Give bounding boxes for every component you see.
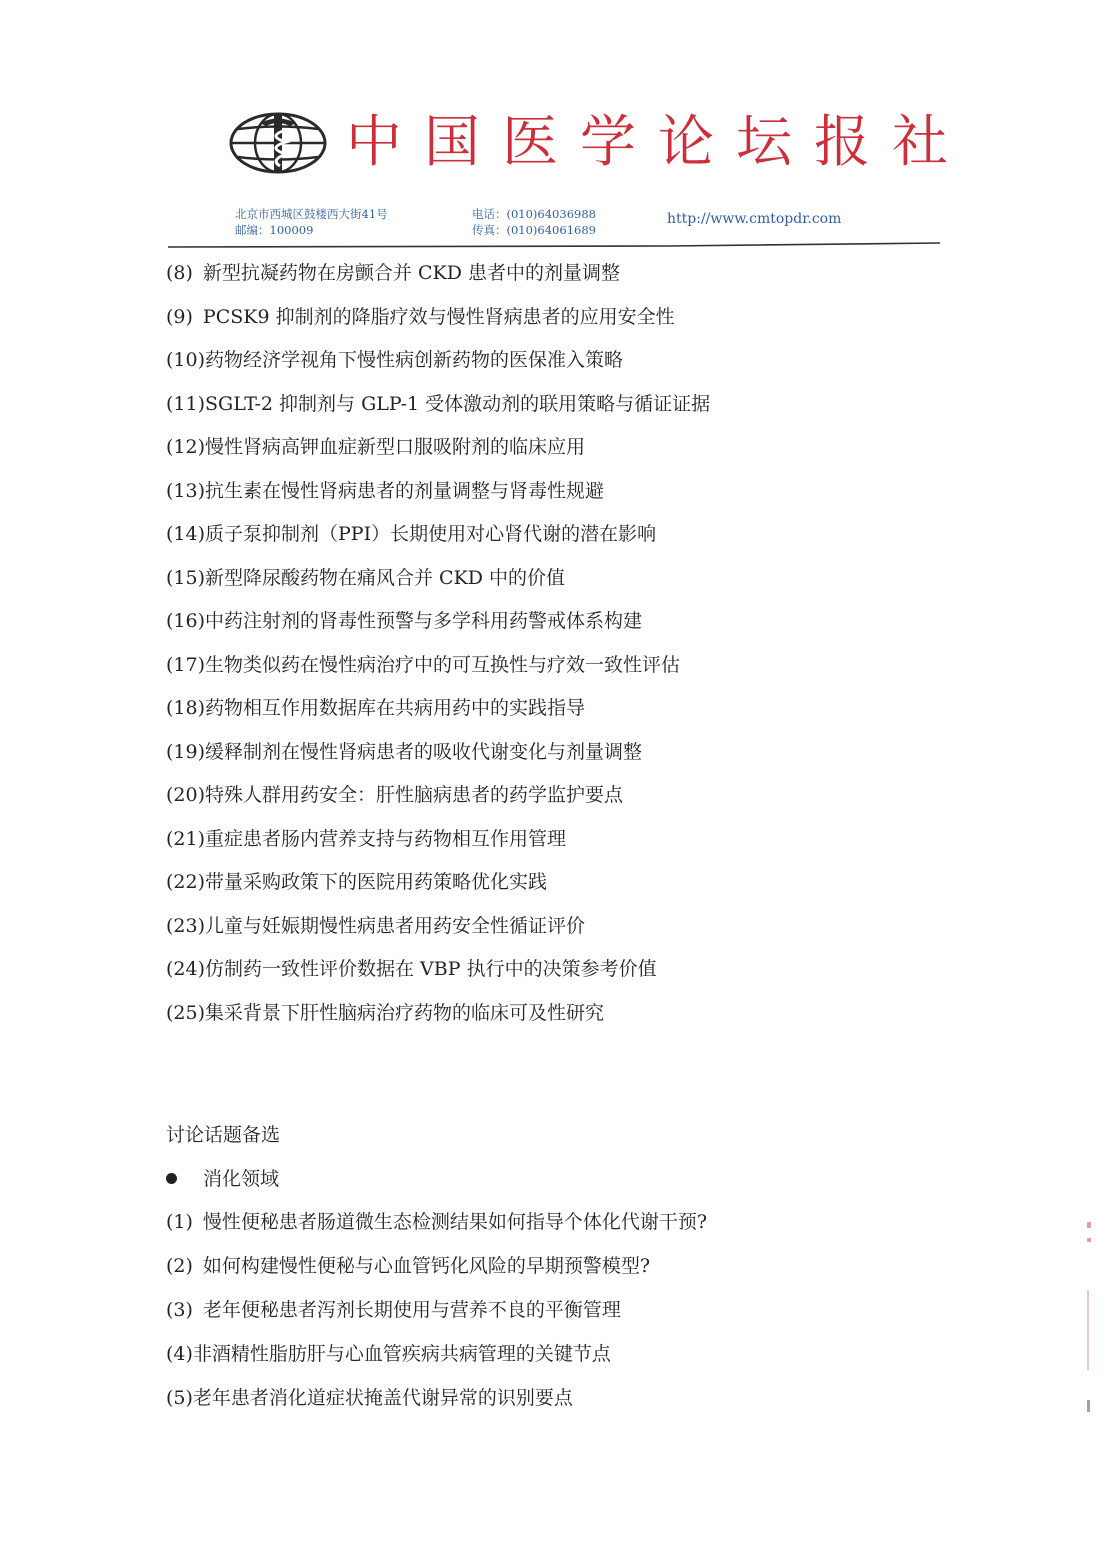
list-item: [166, 383, 926, 427]
fax: 传真：(010)64061689: [472, 223, 596, 237]
scan-mark: [1087, 1290, 1089, 1370]
item-number: (13): [166, 479, 206, 502]
list-item: [166, 992, 926, 1036]
list-item: [166, 470, 926, 514]
item-text: 生物类似药在慢性病治疗中的可互换性与疗效一致性评估: [205, 653, 681, 676]
phone: 电话：(010)64036988: [472, 207, 596, 221]
list-item: [166, 731, 926, 775]
list-item: [166, 774, 926, 818]
list-item: [166, 1244, 926, 1288]
item-text: 慢性肾病高钾血症新型口服吸附剂的临床应用: [205, 436, 586, 458]
address: 北京市西城区鼓楼西大街41号: [235, 207, 388, 221]
item-number: (14): [166, 523, 206, 545]
item-number: (25): [166, 1001, 206, 1024]
item-text: SGLT-2 抑制剂与 GLP-1 受体激动剂的联用策略与循证证据: [205, 392, 711, 415]
website-link[interactable]: http://www.cmtopdr.com: [667, 211, 842, 227]
list-item: [166, 1200, 926, 1244]
item-text: 仿制药一致性评价数据在 VBP 执行中的决策参考价值: [205, 958, 657, 980]
item-text: 如何构建慢性便秘与心血管钙化风险的早期预警模型?: [202, 1255, 651, 1277]
list-item: [166, 252, 926, 296]
item-number: (11): [166, 392, 206, 415]
list-item: [166, 513, 926, 557]
item-text: 带量采购政策下的医院用药策略优化实践: [205, 871, 548, 893]
item-text: 抗生素在慢性肾病患者的剂量调整与肾毒性规避: [205, 479, 605, 502]
field-label: 消化领域: [203, 1168, 280, 1190]
item-number: (5): [166, 1387, 193, 1409]
item-number: (1): [166, 1211, 193, 1233]
discussion-list: [166, 1200, 926, 1420]
item-number: (17): [166, 653, 206, 676]
scan-mark: [1087, 1400, 1090, 1412]
list-item: [166, 1288, 926, 1332]
postcode: 邮编：100009: [235, 223, 314, 237]
scan-mark: [1087, 1238, 1091, 1242]
list-item: [166, 818, 926, 862]
item-text: 老年便秘患者泻剂长期使用与营养不良的平衡管理: [202, 1299, 621, 1321]
field-heading: [166, 1163, 279, 1195]
globe-caduceus-logo-icon: [228, 110, 328, 176]
header-rule: [168, 241, 940, 249]
item-number: (22): [166, 871, 206, 893]
item-number: (24): [166, 958, 206, 980]
item-text: 非酒精性脂肪肝与心血管疾病共病管理的关键节点: [192, 1343, 611, 1365]
scan-mark: [1087, 1222, 1091, 1228]
list-item: [166, 948, 926, 992]
item-number: (19): [166, 740, 206, 763]
list-item: [166, 600, 926, 644]
item-text: 老年患者消化道症状掩盖代谢异常的识别要点: [192, 1387, 573, 1409]
list-item: [166, 905, 926, 949]
phone-block: [472, 206, 596, 238]
item-number: (8): [166, 262, 193, 284]
item-text: 集采背景下肝性脑病治疗药物的临床可及性研究: [205, 1001, 605, 1024]
item-text: PCSK9 抑制剂的降脂疗效与慢性肾病患者的应用安全性: [202, 305, 675, 328]
item-text: 新型降尿酸药物在痛风合并 CKD 中的价值: [205, 566, 566, 589]
item-number: (2): [166, 1255, 193, 1277]
item-number: (15): [166, 566, 206, 589]
address-block: [235, 206, 388, 238]
item-text: 特殊人群用药安全：肝性脑病患者的药学监护要点: [205, 784, 624, 806]
list-item: [166, 557, 926, 601]
organization-name: 中国医学论坛报社: [346, 110, 970, 175]
item-number: (9): [166, 305, 193, 328]
item-text: 重症患者肠内营养支持与药物相互作用管理: [205, 827, 567, 850]
item-number: (18): [166, 697, 206, 719]
item-number: (23): [166, 914, 206, 937]
item-text: 儿童与妊娠期慢性病患者用药安全性循证评价: [205, 914, 586, 937]
item-text: 新型抗凝药物在房颤合并 CKD 患者中的剂量调整: [202, 262, 620, 284]
topic-list: [166, 252, 926, 1035]
item-text: 药物相互作用数据库在共病用药中的实践指导: [205, 697, 586, 719]
list-item: [166, 296, 926, 340]
item-text: 质子泵抑制剂（PPI）长期使用对心肾代谢的潜在影响: [205, 523, 657, 545]
item-number: (21): [166, 827, 206, 850]
item-number: (20): [166, 784, 206, 806]
item-text: 慢性便秘患者肠道微生态检测结果如何指导个体化代谢干预?: [202, 1211, 708, 1233]
list-item: [166, 687, 926, 731]
list-item: [166, 1332, 926, 1376]
section-title: 讨论话题备选: [166, 1124, 281, 1146]
list-item: [166, 339, 926, 383]
item-text: 药物经济学视角下慢性病创新药物的医保准入策略: [205, 349, 624, 371]
list-item: [166, 1376, 926, 1420]
item-number: (12): [166, 436, 206, 458]
list-item: [166, 426, 926, 470]
item-number: (3): [166, 1299, 193, 1321]
item-number: (4): [166, 1343, 193, 1365]
item-text: 中药注射剂的肾毒性预警与多学科用药警戒体系构建: [205, 610, 643, 632]
list-item: [166, 861, 926, 905]
item-text: 缓释制剂在慢性肾病患者的吸收代谢变化与剂量调整: [205, 740, 643, 763]
item-number: (10): [166, 349, 206, 371]
bullet-icon: [166, 1173, 177, 1184]
item-number: (16): [166, 610, 206, 632]
list-item: [166, 644, 926, 688]
